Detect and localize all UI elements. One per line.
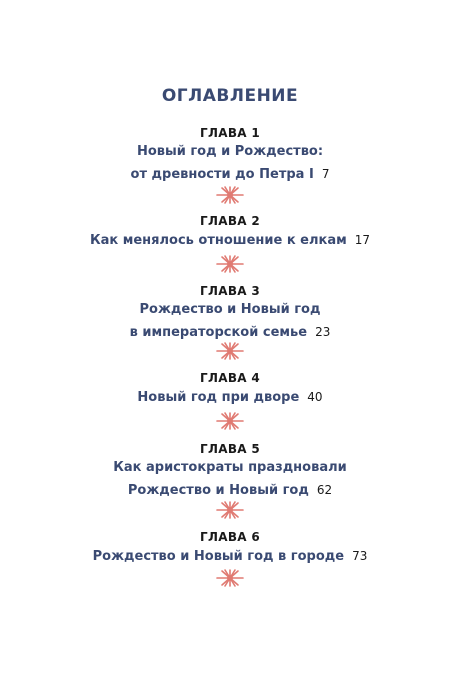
chapter-page-number: 62	[316, 483, 333, 497]
page-title: ОГЛАВЛЕНИЕ	[161, 86, 299, 106]
chapter-page-number: 17	[354, 233, 371, 247]
chapter-page-number: 23	[315, 325, 331, 339]
chapter-label: ГЛАВА 3	[200, 284, 260, 298]
chapter-label: ГЛАВА 6	[200, 530, 260, 544]
chapter-page-number: 73	[352, 549, 368, 563]
star-ornament-icon	[214, 253, 246, 275]
chapter-title-line: Рождество и Новый год в городе	[92, 549, 345, 564]
chapter-title-line: Новый год и Рождество:	[136, 144, 324, 159]
chapter-entry-1[interactable]	[0, 125, 460, 186]
chapter-title-line: Как аристократы праздновали	[113, 460, 347, 475]
chapter-entry-4[interactable]	[0, 370, 460, 409]
chapter-entry-6[interactable]	[0, 529, 460, 568]
chapter-label: ГЛАВА 5	[200, 442, 260, 456]
chapter-title-line: Как менялось отношение к елкам	[89, 233, 347, 248]
chapter-page-number: 7	[321, 167, 330, 181]
star-ornament-icon	[214, 567, 246, 589]
chapter-label: ГЛАВА 4	[200, 371, 260, 385]
star-ornament-icon	[214, 184, 246, 206]
chapter-title-line: от древности до Петра I	[130, 167, 314, 182]
chapter-entry-5[interactable]	[0, 441, 460, 502]
chapter-label: ГЛАВА 2	[200, 214, 260, 228]
chapter-page-number: 40	[307, 390, 323, 404]
chapter-title-line: Новый год при дворе	[137, 390, 300, 405]
chapter-entry-3[interactable]	[0, 283, 460, 344]
chapter-title-line: в императорской семье	[129, 325, 308, 340]
chapter-entry-2[interactable]	[0, 213, 460, 252]
star-ornament-icon	[214, 340, 246, 362]
star-ornament-icon	[214, 499, 246, 521]
star-ornament-icon	[214, 410, 246, 432]
chapter-title-line: Рождество и Новый год	[127, 483, 309, 498]
chapter-label: ГЛАВА 1	[200, 126, 260, 140]
chapter-title-line: Рождество и Новый год	[139, 302, 321, 317]
